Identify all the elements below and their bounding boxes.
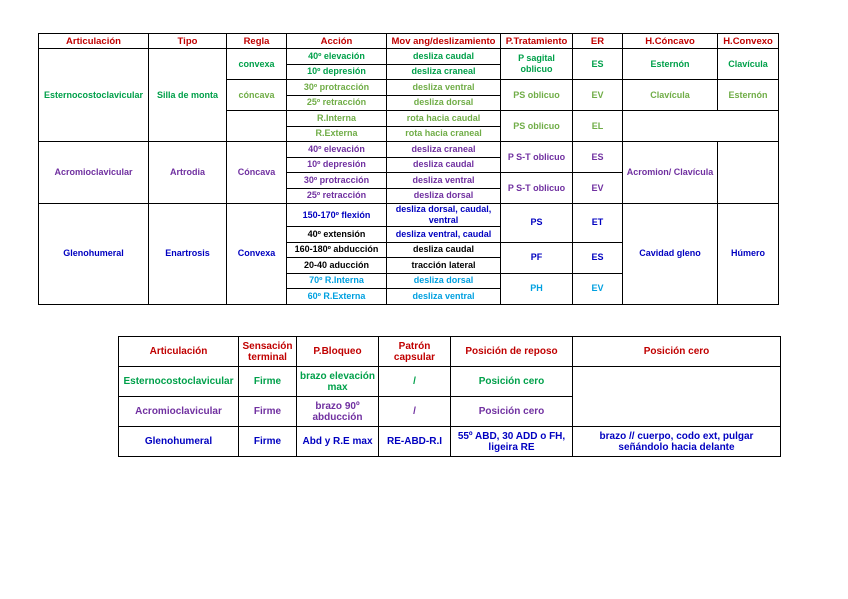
concave-surface: Esternón (623, 49, 718, 80)
movement: desliza caudal (387, 157, 501, 173)
concave-surface: Clavícula (623, 80, 718, 111)
movement: desliza craneal (387, 142, 501, 158)
action: 10º depresión (287, 64, 387, 80)
header-bloqueo: P.Bloqueo (297, 337, 379, 367)
header-cero: Posición cero (573, 337, 781, 367)
er-value: ET (573, 204, 623, 243)
locked-position: brazo 90º abducción (297, 397, 379, 427)
joint-name: Esternocostoclavicular (119, 367, 239, 397)
header-hconcavo: H.Cóncavo (623, 34, 718, 49)
header-articulacion: Articulación (39, 34, 149, 49)
action: 70º R.Interna (287, 273, 387, 289)
joint-name: Glenohumeral (119, 427, 239, 457)
header-sensacion: Sensación terminal (239, 337, 297, 367)
joint-name: Esternocostoclavicular (39, 49, 149, 142)
header-patron: Patrón capsular (379, 337, 451, 367)
movement: desliza ventral, caudal (387, 227, 501, 243)
movement: desliza ventral (387, 173, 501, 189)
action: 150-170º flexión (287, 204, 387, 227)
er-value: EV (573, 273, 623, 304)
movement: tracción lateral (387, 258, 501, 274)
rule: Cóncava (227, 142, 287, 204)
treatment-plane: PS oblicuo (501, 111, 573, 142)
movement: rota hacia craneal (387, 126, 501, 142)
action: 30º protracción (287, 173, 387, 189)
header-tratamiento: P.Tratamiento (501, 34, 573, 49)
convex-surface-empty (718, 142, 779, 204)
movement: desliza caudal (387, 242, 501, 258)
table2-header-row (119, 337, 781, 367)
header-regla: Regla (227, 34, 287, 49)
treatment-plane: PH (501, 273, 573, 304)
movement: desliza dorsal (387, 188, 501, 204)
rule: Convexa (227, 204, 287, 305)
er-value: ES (573, 242, 623, 273)
resting-position: 55º ABD, 30 ADD o FH, ligeira RE (451, 427, 573, 457)
er-value: ES (573, 142, 623, 173)
treatment-plane: PS (501, 204, 573, 243)
action: 25º retracción (287, 95, 387, 111)
treatment-plane: P S-T oblicuo (501, 142, 573, 173)
table-row (119, 427, 781, 457)
joint-name: Acromioclavicular (39, 142, 149, 204)
table-row (39, 142, 779, 158)
joint-type: Silla de monta (149, 49, 227, 142)
joint-name: Glenohumeral (39, 204, 149, 305)
zero-position (573, 367, 781, 427)
capsular-pattern: RE-ABD-R.I (379, 427, 451, 457)
end-feel: Firme (239, 397, 297, 427)
action: 10º depresión (287, 157, 387, 173)
treatment-plane: PS oblicuo (501, 80, 573, 111)
joint-type: Enartrosis (149, 204, 227, 305)
action: 25º retracción (287, 188, 387, 204)
header-reposo: Posición de reposo (451, 337, 573, 367)
header-hconvexo: H.Convexo (718, 34, 779, 49)
action: 40º extensión (287, 227, 387, 243)
convex-surface: Clavícula (718, 49, 779, 80)
table1-header-row (39, 34, 779, 49)
table-row (119, 367, 781, 397)
table-row (39, 49, 779, 65)
concave-surface: Acromion/ Clavícula (623, 142, 718, 204)
movement: desliza caudal (387, 49, 501, 65)
action: 40º elevación (287, 142, 387, 158)
movement: desliza dorsal, caudal, ventral (387, 204, 501, 227)
movement: desliza dorsal (387, 95, 501, 111)
header-accion: Acción (287, 34, 387, 49)
er-value: EL (573, 111, 623, 142)
movement: desliza ventral (387, 80, 501, 96)
locked-position: Abd y R.E max (297, 427, 379, 457)
rule: convexa (227, 49, 287, 80)
joint-type: Artrodia (149, 142, 227, 204)
end-feel: Firme (239, 427, 297, 457)
resting-position: Posición cero (451, 397, 573, 427)
concave-surface: Cavidad gleno (623, 204, 718, 305)
joint-positions-table (118, 336, 781, 457)
action: 40º elevación (287, 49, 387, 65)
treatment-plane: P sagital oblicuo (501, 49, 573, 80)
movement: desliza craneal (387, 64, 501, 80)
er-value: ES (573, 49, 623, 80)
header-tipo: Tipo (149, 34, 227, 49)
treatment-plane: P S-T oblicuo (501, 173, 573, 204)
er-value: EV (573, 80, 623, 111)
header-er: ER (573, 34, 623, 49)
action: 20-40 aducción (287, 258, 387, 274)
rule-empty (227, 111, 287, 142)
capsular-pattern: / (379, 397, 451, 427)
capsular-pattern: / (379, 367, 451, 397)
action: R.Interna (287, 111, 387, 127)
zero-position: brazo // cuerpo, codo ext, pulgar señándolo hacia delante (573, 427, 781, 457)
rule: cóncava (227, 80, 287, 111)
header-mov: Mov ang/deslizamiento (387, 34, 501, 49)
movement: desliza dorsal (387, 273, 501, 289)
er-value: EV (573, 173, 623, 204)
movement: desliza ventral (387, 289, 501, 305)
action: 160-180º abducción (287, 242, 387, 258)
action: R.Externa (287, 126, 387, 142)
movement: rota hacia caudal (387, 111, 501, 127)
resting-position: Posición cero (451, 367, 573, 397)
convex-surface: Húmero (718, 204, 779, 305)
header-articulacion: Articulación (119, 337, 239, 367)
joint-name: Acromioclavicular (119, 397, 239, 427)
surface-empty (623, 111, 779, 142)
joint-mobilization-table (38, 33, 779, 305)
action: 30º protracción (287, 80, 387, 96)
locked-position: brazo elevación max (297, 367, 379, 397)
end-feel: Firme (239, 367, 297, 397)
convex-surface: Esternón (718, 80, 779, 111)
action: 60º R.Externa (287, 289, 387, 305)
treatment-plane: PF (501, 242, 573, 273)
